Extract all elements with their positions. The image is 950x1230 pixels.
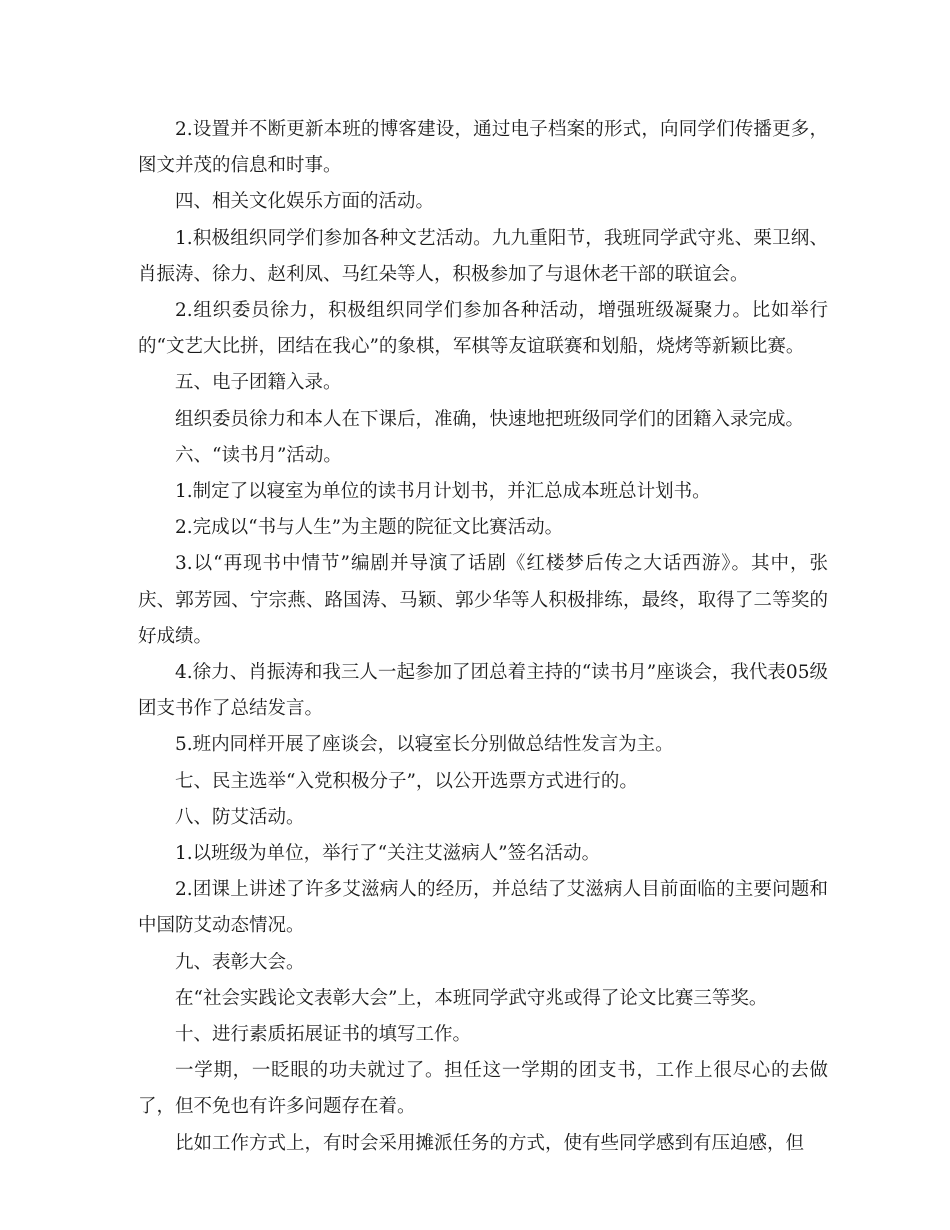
paragraph-semester-summary: 一学期，一眨眼的功夫就过了。担任这一学期的团支书，工作上很尽心的去做了，但不免也有许多问题存在着。 [138, 1060, 828, 1118]
paragraph-organizing-committee: 2.组织委员徐力，积极组织同学们参加各种活动，增强班级凝聚力。比如举行的“文艺大比拼，团结在我心”的象棋，军棋等友谊联赛和划船，烧烤等新颖比赛。 [138, 300, 828, 358]
paragraph-award: 在“社会实践论文表彰大会”上，本班同学武守兆或得了论文比赛三等奖。 [175, 987, 768, 1009]
paragraph-signature-activity: 1.以班级为单位，举行了“关注艾滋病人”签名活动。 [175, 843, 601, 865]
paragraph-league-lesson: 2.团课上讲述了许多艾滋病人的经历，并总结了艾滋病人目前面临的主要问题和中国防艾动态情况。 [138, 879, 828, 937]
document-body [138, 112, 828, 1162]
heading-commendation: 九、表彰大会。 [175, 951, 305, 973]
paragraph-work-methods: 比如工作方式上，有时会采用摊派任务的方式，使有些同学感到有压迫感，但 [175, 1132, 805, 1154]
heading-reading-month: 六、“读书月”活动。 [175, 444, 342, 466]
paragraph-reading-plan: 1.制定了以寝室为单位的读书月计划书，并汇总成本班总计划书。 [175, 481, 711, 503]
paragraph-blog: 2.设置并不断更新本班的博客建设，通过电子档案的形式，向同学们传播更多，图文并茂的信息和时事。 [138, 119, 828, 177]
paragraph-drama: 3.以“再现书中情节”编剧并导演了话剧《红楼梦后传之大话西游》。其中，张庆、郭芳园、宁宗燕、路国涛、马颖、郭少华等人积极排练，最终，取得了二等奖的好成绩。 [138, 553, 828, 647]
paragraph-essay-contest: 2.完成以“书与人生”为主题的院征文比赛活动。 [175, 517, 564, 539]
heading-democratic-election: 七、民主选举“入党积极分子”，以公开选票方式进行的。 [175, 770, 638, 792]
heading-electronic-registration: 五、电子团籍入录。 [175, 372, 342, 394]
heading-certificate: 十、进行素质拓展证书的填写工作。 [175, 1024, 472, 1046]
heading-cultural-activities: 四、相关文化娱乐方面的活动。 [175, 191, 435, 213]
heading-aids-prevention: 八、防艾活动。 [175, 806, 305, 828]
paragraph-registration: 组织委员徐力和本人在下课后，准确，快速地把班级同学们的团籍入录完成。 [175, 408, 805, 430]
paragraph-art-activities: 1.积极组织同学们参加各种文艺活动。九九重阳节，我班同学武守兆、栗卫纲、肖振涛、徐力、赵利凤、马红朵等人，积极参加了与退休老干部的联谊会。 [138, 227, 828, 285]
paragraph-symposium: 4.徐力、肖振涛和我三人一起参加了团总着主持的“读书月”座谈会，我代表05级团支书作了总结发言。 [138, 662, 828, 720]
paragraph-class-symposium: 5.班内同样开展了座谈会，以寝室长分别做总结性发言为主。 [175, 734, 674, 756]
